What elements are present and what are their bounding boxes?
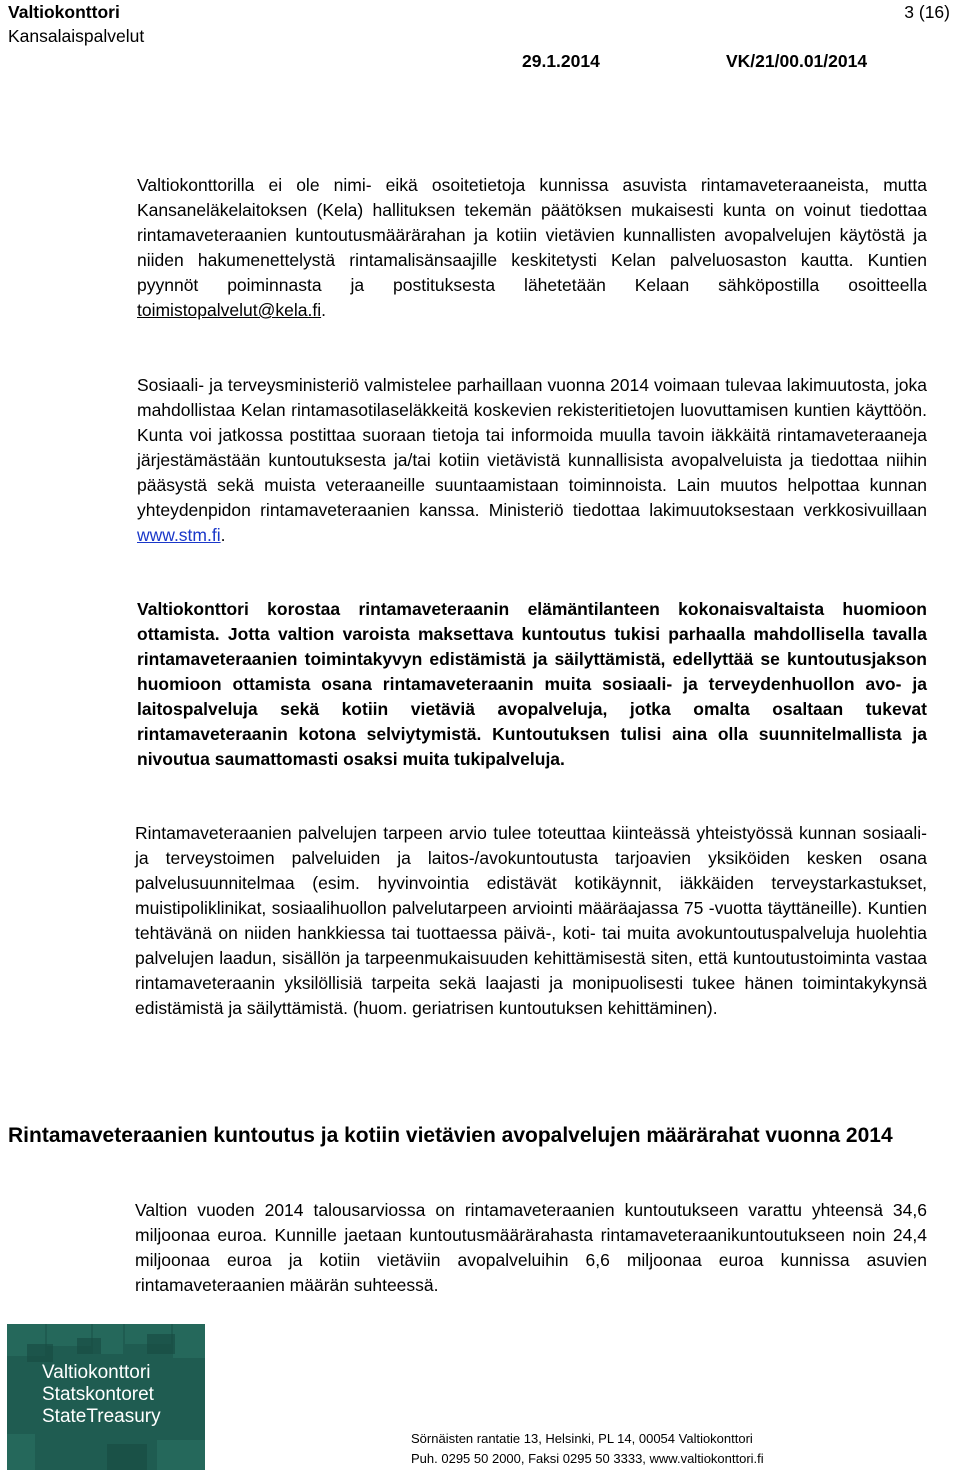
paragraph-2-end: . xyxy=(220,525,226,545)
paragraph-2-text: Sosiaali- ja terveysministeriö valmistelee parhaillaan vuonna 2014 voimaan tulevaa lakimuutosta, joka mahdollistaa Kelan rintamasotilaseläkkeitä koskevien rekisteritietojen luovuttamisen kuntien käyttöön. Kunta voi jatkossa postittaa suoraan tietoja tai informoida muulla tavoin iäkkäitä rintamaveteraaneja järjestämästään kuntoutuksesta ja/tai kotiin vietävistä kunnallisista avopalveluista ja tiedottaa niihin pääsystä sekä muista veteraaneille suuntaamistaan toiminnoista. Lain muutos helpottaa kunnan yhteydenpidon rintamaveteraanien kanssa. Ministeriö tiedottaa lakimuutoksestaan verkkosivuillaan xyxy=(137,375,927,520)
header-organization: Valtiokonttori xyxy=(8,2,120,22)
section-heading: Rintamaveteraanien kuntoutus ja kotiin vietävien avopalvelujen määrärahat vuonna 2014 xyxy=(8,1124,893,1147)
logo-line-sv: Statskontoret xyxy=(42,1384,154,1405)
paragraph-1 xyxy=(137,173,927,323)
email-link[interactable]: toimistopalvelut@kela.fi xyxy=(137,300,322,320)
document-reference: VK/21/00.01/2014 xyxy=(726,51,868,71)
document-date: 29.1.2014 xyxy=(522,51,600,71)
page-number: 3 (16) xyxy=(904,2,950,22)
logo-text xyxy=(42,1362,161,1428)
paragraph-4: Rintamaveteraanien palvelujen tarpeen arvio tulee toteuttaa kiinteässä yhteistyössä kunnan sosiaali- ja terveystoimen palveluiden ja laitos-/avokuntoutusta tarjoavien yksiköiden kesken osana palvelusuunnitelmaa (esim. hyvinvointia edistävät kotikäynnit, iäkkäiden terveystarkastukset, muistipoliklinikat, sosiaalihuollon palvelutarpeen arviointi määräajassa 75 -vuotta täyttäneille). Kuntien tehtävänä on niiden hankkiessa tai tuottaessa päivä-, koti- tai muita avokuntoutuspalveluja huolehtia palvelujen laadun, sisällön ja tarpeenmukaisuuden kehittämisestä siten, että kuntoutustoiminta vastaa rintamaveteraanin yksilöllisiä tarpeita sekä laajasti ja monipuolisesti tukee hänen toimintakykynsä edistämistä ja säilyttämistä. (huom. geriatrisen kuntoutuksen kehittäminen). xyxy=(135,823,927,1018)
paragraph-5: Valtion vuoden 2014 talousarviossa on rintamaveteraanien kuntoutukseen varattu yhteensä 34,6 miljoonaa euroa. Kunnille jaetaan kuntoutusmäärärahasta rintamaveteraanikuntoutukseen noin 24,4 miljoonaa euroa ja kotiin vietäviin avopalveluihin 6,6 miljoonaa euroa kunnissa asuvien rintamaveteraanien määrän suhteessä. xyxy=(135,1200,927,1295)
valtiokonttori-logo xyxy=(7,1324,205,1470)
logo-line-fi: Valtiokonttori xyxy=(42,1362,151,1383)
header-unit: Kansalaispalvelut xyxy=(8,26,145,46)
stm-website-link[interactable]: www.stm.fi xyxy=(137,525,221,545)
logo-line-en: StateTreasury xyxy=(42,1406,161,1427)
footer-contact: Puh. 0295 50 2000, Faksi 0295 50 3333, www.valtiokonttori.fi xyxy=(411,1451,764,1466)
paragraph-2 xyxy=(137,373,927,548)
paragraph-1-end: . xyxy=(321,300,326,320)
paragraph-1-text: Valtiokonttorilla ei ole nimi- eikä osoitetietoja kunnissa asuvista rintamaveteraaneista, mutta Kansaneläkelaitoksen (Kela) hallituksen tekemän päätöksen mukaisesti kunta on voinut tiedottaa rintamaveteraanien kuntoutusmäärärahan ja kotiin vietävien kunnallisten avopalvelujen käytöstä ja niiden hakumenettelystä rintamalisänsaajille keskitetysti Kelan palveluosaston kautta. Kuntien pyynnöt poiminnasta ja postituksesta lähetetään Kelaan sähköpostilla osoitteella xyxy=(137,175,927,295)
paragraph-3-emphasis: Valtiokonttori korostaa rintamaveteraanin elämäntilanteen kokonaisvaltaista huomioon ottamista. Jotta valtion varoista maksettava kuntoutus tukisi parhaalla mahdollisella tavalla rintamaveteraanien toimintakyvyn edistämistä ja säilyttämistä, edellyttää se kuntoutusjakson huomioon ottamista osana rintamaveteraanin muita sosiaali- ja terveydenhuollon avo- ja laitospalveluja sekä kotiin vietäviä avopalveluja, jotka omalta osaltaan tukevat rintamaveteraanin kotona selviytymistä. Kuntoutuksen tulisi aina olla suunnitelmallista ja nivoutua saumattomasti osaksi muita tukipalveluja. xyxy=(137,599,927,769)
footer-address: Sörnäisten rantatie 13, Helsinki, PL 14, 00054 Valtiokonttori xyxy=(411,1431,753,1446)
